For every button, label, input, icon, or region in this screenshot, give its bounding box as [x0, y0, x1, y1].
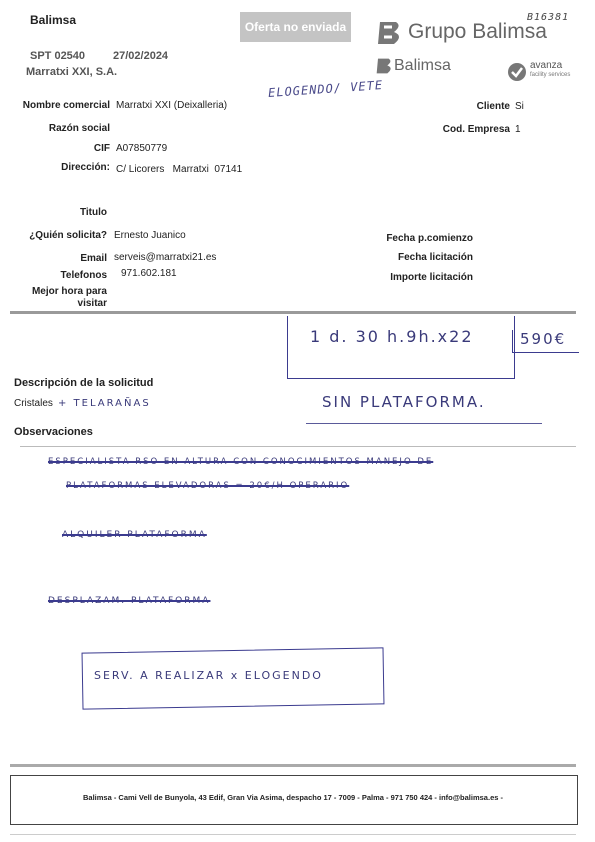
grupo-balimsa-logo [374, 20, 404, 51]
balimsa-small-logo [374, 57, 394, 80]
value-quien-solicita: Ernesto Juanico [114, 230, 186, 241]
handwritten-calc: 1 d. 30 h.9h.x22 [310, 327, 474, 346]
handwritten-cristales-extra: + TELARAÑAS [58, 398, 151, 409]
label-mejor-hora-2: visitar [77, 298, 107, 309]
label-fecha-licitacion: Fecha licitación [397, 252, 473, 263]
label-nombre-comercial: Nombre comercial [22, 100, 110, 111]
balimsa-small-b-icon [374, 57, 394, 75]
avanza-check-icon [507, 62, 527, 82]
label-quien-solicita: ¿Quién solicita? [29, 230, 107, 241]
company-name: Balimsa [30, 13, 77, 27]
handwritten-note-top: ELOGENDO/ VETE [267, 78, 384, 100]
balimsa-b-icon [374, 20, 404, 46]
value-cliente: Si [515, 101, 524, 112]
descripcion-value: Cristales [14, 398, 53, 409]
label-titulo: Titulo [79, 207, 107, 218]
handwritten-obs-line-1: ESPECIALISTA RSO EN ALTURA CON CONOCIMIENTOS MANEJO DE [48, 457, 434, 467]
label-fecha-comienzo: Fecha p.comienzo [386, 233, 473, 244]
footer-top-rule [10, 764, 576, 767]
handwritten-sin-plataforma: SIN PLATAFORMA. [322, 393, 486, 411]
value-nombre-comercial: Marratxi XXI (Deixalleria) [116, 100, 228, 111]
spt-number: SPT 02540 [30, 50, 86, 62]
client-title: Marratxi XXI, S.A. [26, 66, 118, 78]
value-cod-empresa: 1 [515, 124, 521, 135]
balimsa-small-text: Balimsa [394, 57, 451, 74]
label-email: Email [80, 253, 107, 264]
label-mejor-hora-1: Mejor hora para [31, 286, 107, 297]
label-cif: CIF [93, 143, 110, 154]
label-telefonos: Telefonos [60, 270, 107, 281]
footer-text: Balimsa - Cami Vell de Bunyola, 43 Edif, Gran Via Asima, despacho 17 - 7009 - Palma - 971 750 424 - info@balimsa.es - [83, 793, 503, 802]
observaciones-heading: Observaciones [14, 426, 93, 438]
avanza-logo [507, 62, 527, 87]
handwritten-obs-line-2: PLATAFORMAS ELEVADORAS = 20€/H OPERARIO [66, 481, 350, 491]
label-cliente: Cliente [476, 101, 510, 112]
spt-date: 27/02/2024 [113, 50, 169, 62]
underline-sin-plataforma [306, 423, 542, 424]
section-divider [10, 311, 576, 314]
label-cod-empresa: Cod. Empresa [442, 124, 510, 135]
avanza-text: avanza [530, 60, 563, 71]
handwritten-obs-box-text: SERV. A REALIZAR x ELOGENDO [94, 669, 323, 682]
handwritten-price: 590€ [520, 330, 567, 348]
label-razon-social: Razón social [48, 123, 110, 134]
handwritten-obs-line-3: ALQUILER PLATAFORMA [62, 530, 207, 540]
label-importe-licitacion: Importe licitación [390, 272, 473, 283]
grupo-balimsa-text: Grupo Balimsa [408, 20, 547, 43]
value-direccion: C/ Licorers Marratxi 07141 [116, 164, 243, 175]
avanza-subtext: facility services [530, 72, 571, 78]
status-badge: Oferta no enviada [240, 12, 351, 42]
value-telefonos: 971.602.181 [121, 268, 177, 279]
descripcion-heading: Descripción de la solicitud [14, 377, 154, 389]
handwritten-calc-box [287, 316, 515, 379]
value-email: serveis@marratxi21.es [114, 252, 217, 263]
obs-guide-line [20, 446, 576, 447]
footer-bottom-rule [10, 834, 576, 835]
handwritten-code: B16381 [527, 12, 570, 23]
label-direccion: Dirección: [61, 162, 110, 173]
value-cif: A07850779 [116, 143, 168, 154]
handwritten-obs-line-4: DESPLAZAM. PLATAFORMA [48, 596, 211, 606]
